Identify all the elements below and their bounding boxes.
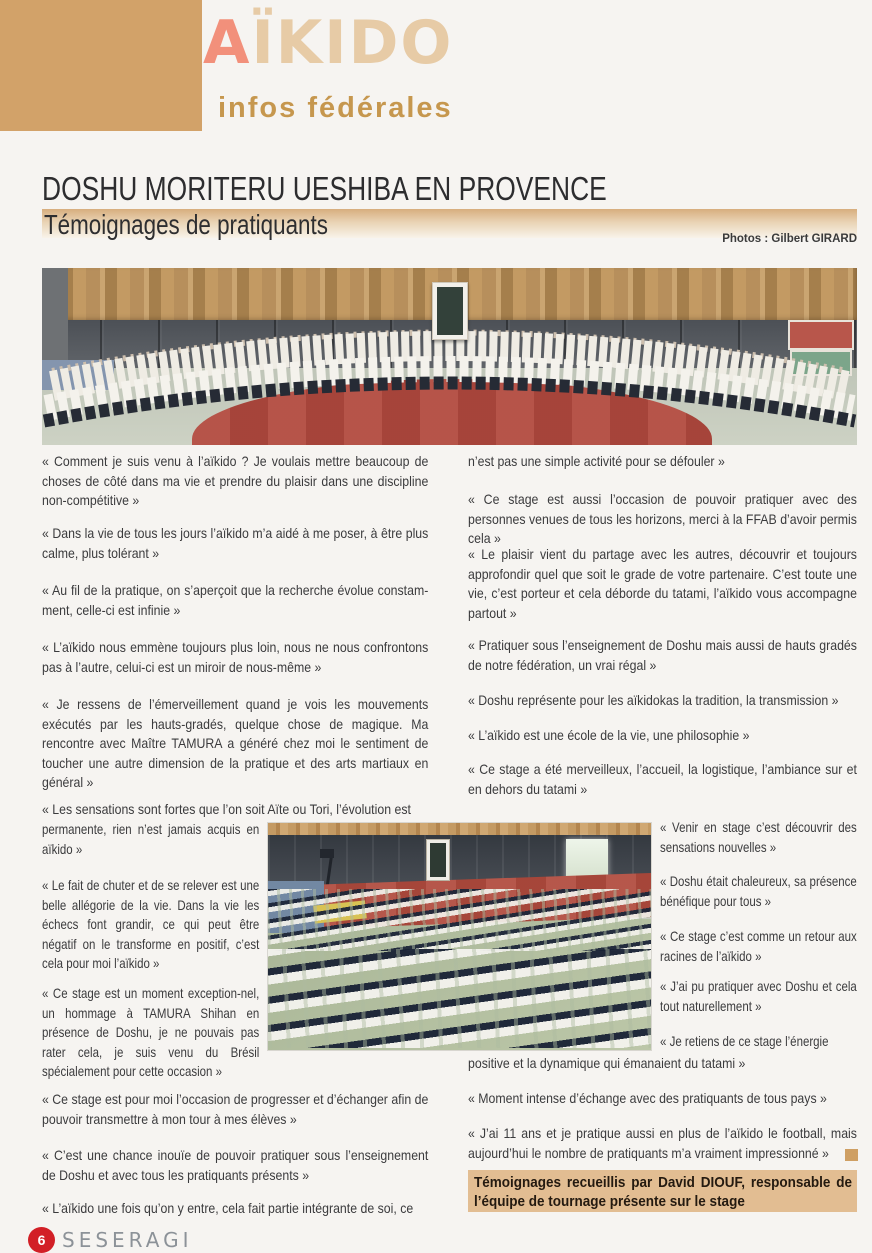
quote-paragraph: « Les sensations sont fortes que l’on soit Aïte ou Tori, l’évolution est <box>42 801 411 817</box>
photo-credit: Photos : Gilbert GIRARD <box>722 233 857 245</box>
article-title: DOSHU MORITERU UESHIBA EN PROVENCE <box>42 170 607 207</box>
quote-paragraph: « L’aïkido nous emmène toujours plus loin, nous ne nous confrontons pas à l’autre, celui-ci est un miroir de nous-même » <box>42 639 429 675</box>
masthead-tagline: infos fédérales <box>218 92 453 124</box>
quote-paragraph: permanente, rien n’est jamais acquis en aïkido » <box>42 821 260 857</box>
dojo-photo <box>267 822 652 1051</box>
end-of-article-marker <box>845 1149 858 1161</box>
kamiza-portrait <box>432 282 468 340</box>
portrait-image <box>437 287 463 335</box>
quote-paragraph: « Je ressens de l’émerveillement quand je vois les mouvements exécutés par les hauts-gradés, quelque chose de magique. Ma rencontre avec Maître TAMURA a généré chez moi le sentiment de toucher une autre dimension de la pratique et des arts martiaux en général » <box>42 696 429 790</box>
quote-paragraph: « Le plaisir vient du partage avec les autres, découvrir et toujours approfondir quel que soit le grade de votre partenaire. C’est toute une vie, c’est porteur et cela déborde du tatami, l’aïkido vous accompagne partout » <box>468 546 857 621</box>
masthead-color-block <box>0 0 202 131</box>
quote-paragraph: « Ce stage est un moment exception-nel, un hommage à TAMURA Shihan en présence de Doshu, je ne pouvais pas rater cela, je suis venu du Brésil spécialement pour cette occasion » <box>42 985 260 1079</box>
bowing-practitioners-far <box>268 889 651 951</box>
quote-paragraph: « L’aïkido une fois qu’on y entre, cela fait partie intégrante de soi, ce <box>42 1200 414 1216</box>
quote-paragraph: « Venir en stage c’est découvrir des sensations nouvelles » <box>660 819 857 855</box>
brand-title <box>203 8 454 78</box>
quote-paragraph: « Pratiquer sous l’enseignement de Doshu mais aussi de hauts gradés de notre fédération, un vrai régal » <box>468 637 857 673</box>
quote-paragraph: « L’aïkido est une école de la vie, une philosophie » <box>468 727 750 743</box>
quote-paragraph: « Doshu était chaleureux, sa présence bénéfique pour tous » <box>660 873 857 909</box>
article-subtitle: Témoignages de pratiquants <box>44 209 328 240</box>
page-number-badge: 6 <box>28 1227 55 1253</box>
quote-paragraph: « Ce stage est pour moi l’occasion de progresser et d’échanger afin de pouvoir transmettre à mon tour à mes élèves » <box>42 1091 429 1127</box>
camera <box>320 849 334 858</box>
quote-paragraph: « Ce stage a été merveilleux, l’accueil, la logistique, l’ambiance sur et en dehors du tatami » <box>468 761 857 797</box>
group-photo <box>42 268 857 445</box>
portrait-image <box>430 843 446 877</box>
quote-paragraph: « Comment je suis venu à l’aïkido ? Je voulais mettre beaucoup de choses de côté dans ma vie et prendre du plaisir dans une discipline non-compétitive » <box>42 453 429 508</box>
quote-paragraph: « Moment intense d’échange avec des pratiquants de tous pays » <box>468 1090 827 1106</box>
quote-paragraph: « Ce stage est aussi l’occasion de pouvoir pratiquer avec des personnes venues de tous les horizons, merci à la FFAB d’avoir permis cela » <box>468 491 857 546</box>
quote-paragraph: « Le fait de chuter et de se relever est une belle allégorie de la vie. Dans la vie les échecs font grandir, ce qui peut être négatif on le transforme en positif, c’est cela pour moi l’aïkido » <box>42 877 260 971</box>
quote-paragraph: « J’ai pu pratiquer avec Doshu et cela tout naturellement » <box>660 978 857 1014</box>
brand-rest: ÏKIDO <box>251 8 454 78</box>
quote-paragraph: « Ce stage c’est comme un retour aux racines de l’aïkido » <box>660 928 857 964</box>
credit-box-text: Témoignages recueillis par David DIOUF, responsable de l’équipe de tournage présente sur le stage <box>474 1174 852 1210</box>
quote-paragraph: « C’est une chance inouïe de pouvoir pratiquer sous l’enseignement de Doshu et avec tous les pratiquants présents » <box>42 1147 429 1183</box>
kamiza-portrait <box>426 839 450 881</box>
quote-paragraph: « Doshu représente pour les aïkidokas la tradition, la transmission » <box>468 692 839 708</box>
brand-accent-letter: A <box>203 8 252 78</box>
magazine-logo: SESERAGI <box>62 1228 193 1252</box>
quote-paragraph: n’est pas une simple activité pour se défouler » <box>468 453 725 469</box>
quote-paragraph: positive et la dynamique qui émanaient du tatami » <box>468 1055 746 1071</box>
quote-paragraph: « Je retiens de ce stage l’énergie <box>660 1033 829 1049</box>
quote-paragraph: « Dans la vie de tous les jours l’aïkido m’a aidé à me poser, à être plus calme, plus tolérant » <box>42 525 429 561</box>
bowing-practitioners-near <box>268 949 651 1048</box>
quote-paragraph: « Au fil de la pratique, on s’aperçoit que la recherche évolue constam-ment, celle-ci est infinie » <box>42 582 429 618</box>
quote-paragraph: « J’ai 11 ans et je pratique aussi en plus de l’aïkido le football, mais aujourd’hui le nombre de pratiquants m’a vraiment impressionné » <box>468 1125 857 1161</box>
credit-box <box>468 1170 857 1212</box>
